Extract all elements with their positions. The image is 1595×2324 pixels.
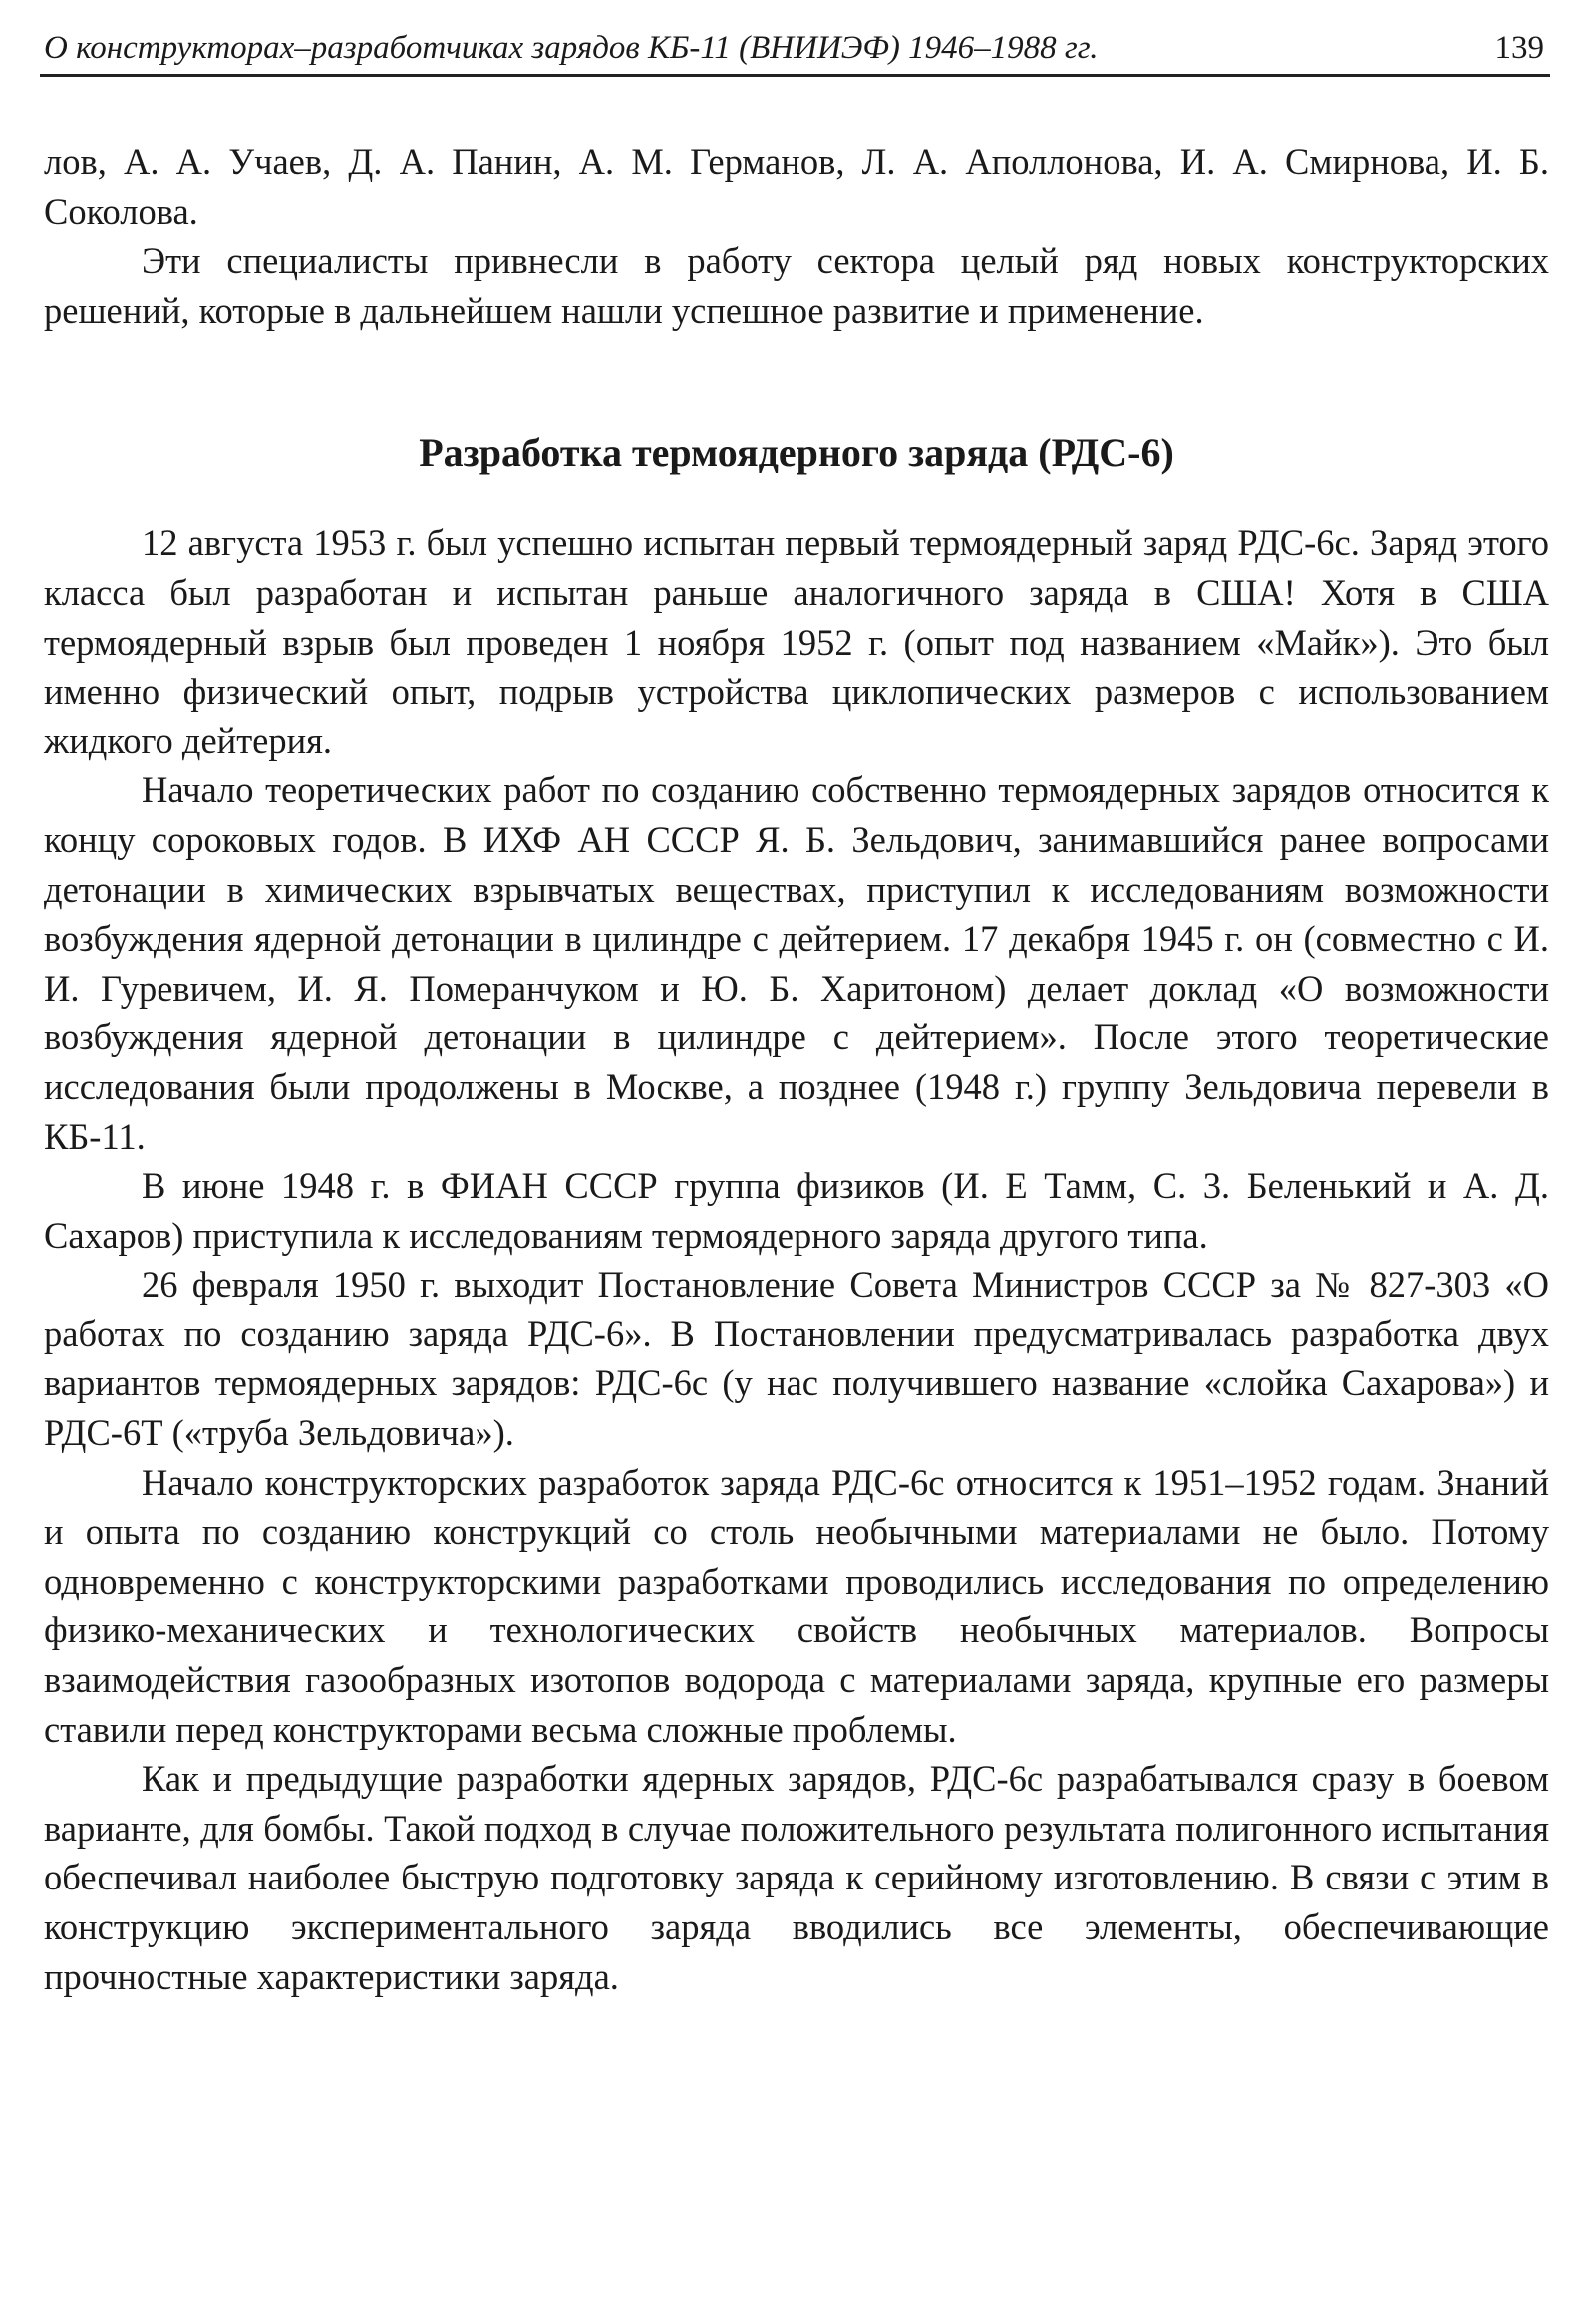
paragraph: Начало теоретических работ по созданию собственно термоядерных зарядов относится к концу сороковых годов. В ИХФ АН СССР Я. Б. Зельдович, занимавшийся ранее вопросами детонации в химических взрывчатых веществах, приступил к исследованиям возможности возбуждения ядерной детонации в цилиндре с дейтерием. 17 декабря 1945 г. он (совместно с И. И. Гуревичем, И. Я. Померанчуком и Ю. Б. Харитоном) делает доклад «О возможности возбуждения ядерной детонации в цилиндре с дейтерием». После этого теоретические исследования были продолжены в Москве, а позднее (1948 г.) группу Зельдовича перевели в КБ-11. <box>44 769 1549 1157</box>
running-head <box>40 22 1550 77</box>
document-page <box>40 0 1555 2324</box>
paragraph: В июне 1948 г. в ФИАН СССР группа физиков (И. Е Тамм, С. 3. Беленький и А. Д. Сахаров) приступила к исследованиям термоядерного заряда другого типа. <box>44 1165 1549 1256</box>
page-number: 139 <box>1494 30 1544 66</box>
running-head-title: О конструкторах–разработчиках зарядов КБ-11 (ВНИИЭФ) 1946–1988 гг. <box>44 30 1099 66</box>
paragraph: 26 февраля 1950 г. выходит Постановление Совета Министров СССР за № 827-303 «О работах по созданию заряда РДС-6». В Постановлении предусматривалась разработка двух вариантов термоядерных зарядов: РДС-6с (у нас получившего название «слойка Сахарова») и РДС-6Т («труба Зельдовича»). <box>44 1264 1549 1454</box>
paragraph: 12 августа 1953 г. был успешно испытан первый термоядерный заряд РДС-6с. Заряд этого класса был разработан и испытан раньше аналогичного заряда в США! Хотя в США термоядерный взрыв был проведен 1 ноября 1952 г. (опыт под названием «Майк»). Это был именно физический опыт, подрыв устройства циклопических размеров с использованием жидкого дейтерия. <box>44 522 1549 761</box>
paragraph: Начало конструкторских разработок заряда РДС-6с относится к 1951–1952 годам. Знаний и опыта по созданию конструкций со столь необычными материалами не было. Потому одновременно с конструкторскими разработками проводились исследования по определению физико-механических и технологических свойств необычных материалов. Вопросы взаимодействия газообразных изотопов водорода с материалами заряда, крупные его размеры ставили перед конструкторами весьма сложные проблемы. <box>44 1461 1549 1750</box>
section-heading: Разработка термоядерного заряда (РДС-6) <box>419 431 1174 476</box>
paragraph: Как и предыдущие разработки ядерных зарядов, РДС-6с разрабатывался сразу в боевом варианте, для бомбы. Такой подход в случае положительного результата полигонного испытания обеспечивал наиболее быструю подготовку заряда к серийному изготовлению. В связи с этим в конструкцию экспериментального заряда вводились все элементы, обеспечивающие прочностные характеристики заряда. <box>44 1758 1549 1997</box>
body-text <box>44 138 1549 2001</box>
paragraph: Эти специалисты привнесли в работу сектора целый ряд новых конструкторских решений, которые в дальнейшем нашли успешное развитие и применение. <box>44 240 1549 331</box>
paragraph-continued: лов, А. А. Учаев, Д. А. Панин, А. М. Германов, Л. А. Аполлонова, И. А. Смирнова, И. Б. Соколова. <box>44 142 1549 232</box>
